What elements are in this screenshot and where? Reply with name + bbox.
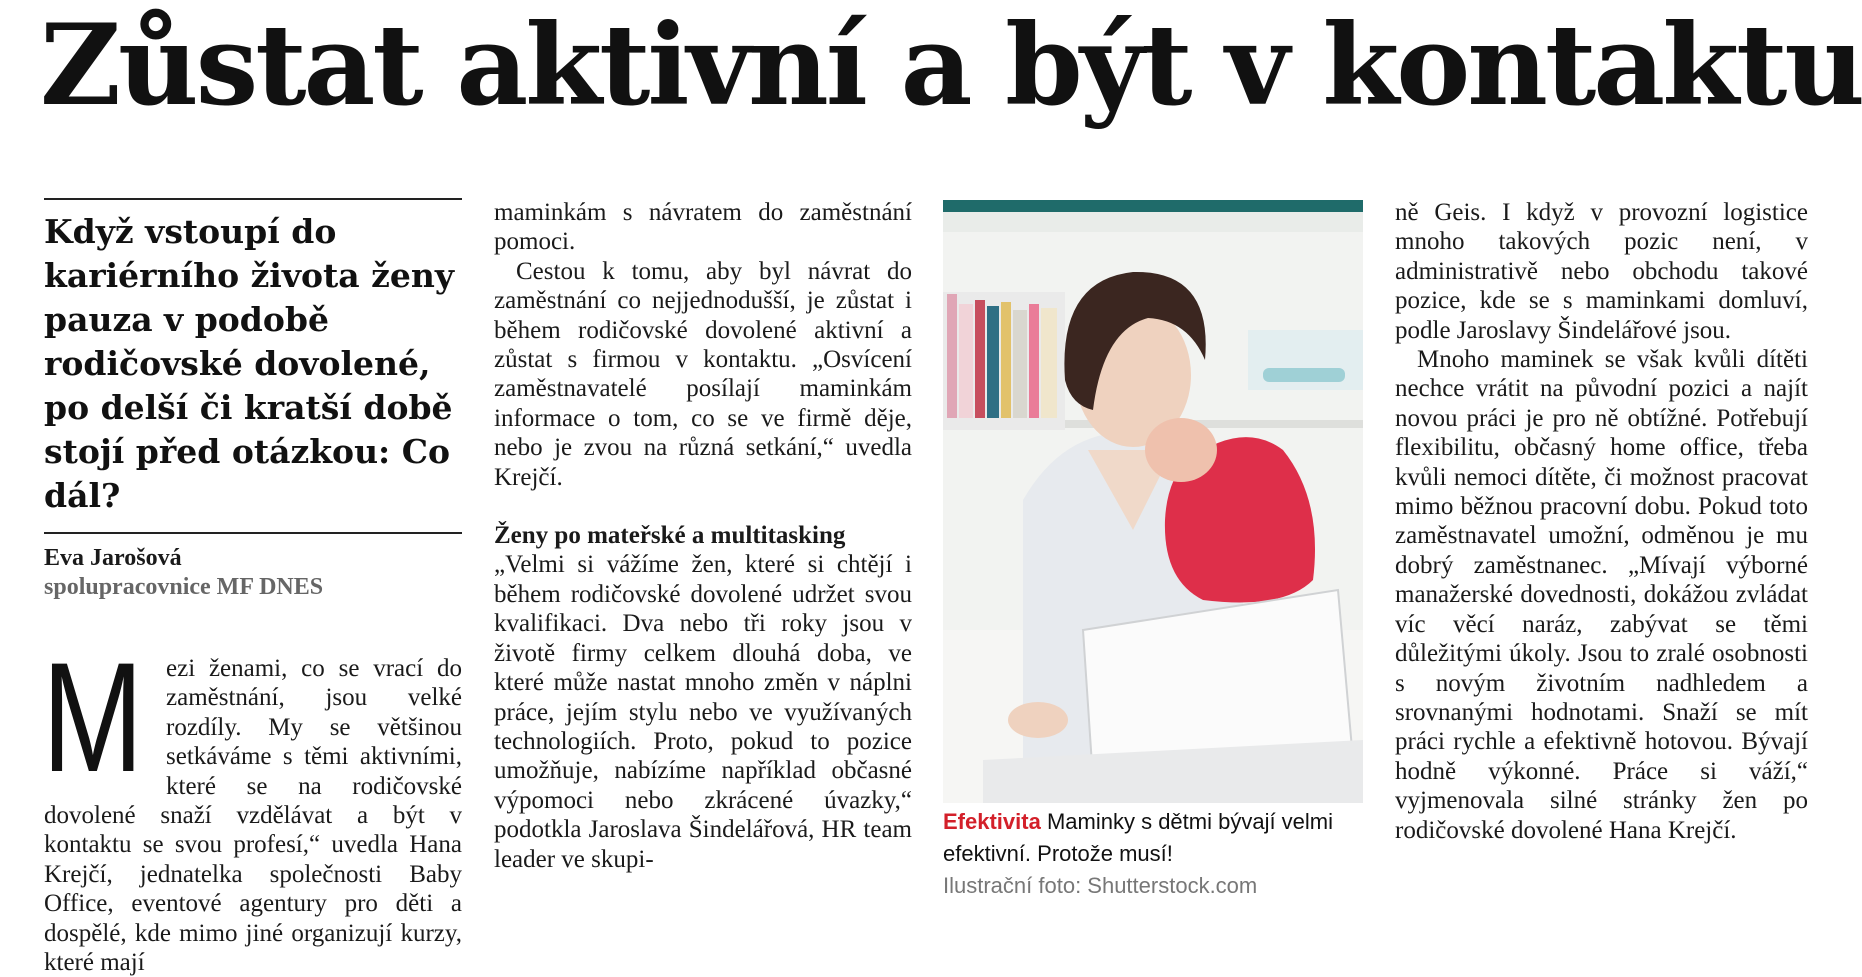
paragraph-3: Cestou k tomu, aby byl návrat do zaměstnání co nejjednodušší, je zůstat i během rodičovské dovolené aktivní a zůstat s firmou v kontaktu. „Osvícení zaměstnavatelé posílají maminkám informace o tom, co se ve firmě děje, nebo je zvou na různá setkání,“ uvedla Krejčí. bbox=[494, 257, 912, 491]
paragraph-4: „Velmi si vážíme žen, které si chtějí i během rodičovské dovolené udržet svou kvalifikaci. Dva nebo tři roky jsou v životě firmy celkem dlouhá doba, ve které může nastat mnoho změn v náplni práce, jejím stylu nebo ve využívaných technologiích. Proto, pokud to pozice umožňuje, nabízíme například občasné výpomoci nebo zkrácené úvazky,“ podotkla Jaroslava Šindelářová, HR team leader ve skupi- bbox=[494, 551, 912, 873]
byline-role: spolupracovnice MF DNES bbox=[44, 574, 324, 600]
paragraph-1: ezi ženami, co se vrací do zaměstnání, jsou velké rozdíly. My se většinou setkáváme s těmi aktivními, které se na rodičovské dovolené snaží vzdělávat a být v kontaktu se svou profesí,“ uvedla Hana Krejčí, jednatelka společnosti Baby Office, eventové agentury pro děti a dospělé, kde mimo jiné organizují kurzy, které mají bbox=[44, 655, 462, 977]
photo-credit: Ilustrační foto: Shutterstock.com bbox=[943, 873, 1258, 898]
byline-author: Eva Jarošová bbox=[44, 545, 182, 571]
article-lead: Když vstoupí do kariérního života ženy pauza v podobě rodičovské dovolené, po delší či kratší době stojí před otázkou: Co dál? bbox=[44, 212, 455, 515]
column-2 bbox=[494, 198, 912, 874]
lead-top-rule bbox=[44, 198, 462, 200]
photo-caption bbox=[943, 806, 1363, 902]
photo-illustration bbox=[943, 200, 1363, 803]
drop-cap: M bbox=[42, 631, 144, 805]
column-4 bbox=[1395, 198, 1808, 845]
article-photo bbox=[943, 200, 1363, 803]
column-1 bbox=[44, 198, 462, 977]
paragraph-6: Mnoho maminek se však kvůli dítěti nechce vrátit na původní pozici a najít novou práci je pro ně obtížné. Potřebují flexibilitu, občasný home office, třeba kvůli nemoci dítěte, či možnost pracovat mimo běžnou pracovní dobu. Pokud toto zaměstnavatel umožní, odměnou je mu dobrý zaměstnanec. „Mívají výborné manažerské dovednosti, dokážou zvládat víc věcí naráz, zabývat se těmi důležitými úkoly. Jsou to zralé osobnosti s novým životním nadhledem a srovnanými hodnotami. Snaží se mít práci rychle a efektivně hotovou. Bývají hodně výkonné. Práce si váží,“ vyjmenovala silné stránky žen po rodičovské dovolené Hana Krejčí. bbox=[1395, 346, 1808, 844]
body-column-1 bbox=[42, 631, 462, 977]
caption-keyword: Efektivita bbox=[943, 809, 1041, 834]
paragraph-5: ně Geis. I když v provozní logistice mnoho takových pozic není, v administrativě nebo obchodu takové pozice, kde se s maminkami domluví, podle Jaroslavy Šindelářové jsou. bbox=[1395, 199, 1808, 344]
caption-text: Maminky s dětmi bývají velmi efektivní. Protože musí! bbox=[943, 809, 1334, 866]
paragraph-2: maminkám s návratem do zaměstnání pomoci. bbox=[494, 199, 912, 256]
subheading: Ženy po mateřské a multitasking bbox=[494, 522, 846, 550]
byline bbox=[44, 532, 462, 602]
article-headline: Zůstat aktivní a být v kontaktu bbox=[40, 1, 1862, 131]
